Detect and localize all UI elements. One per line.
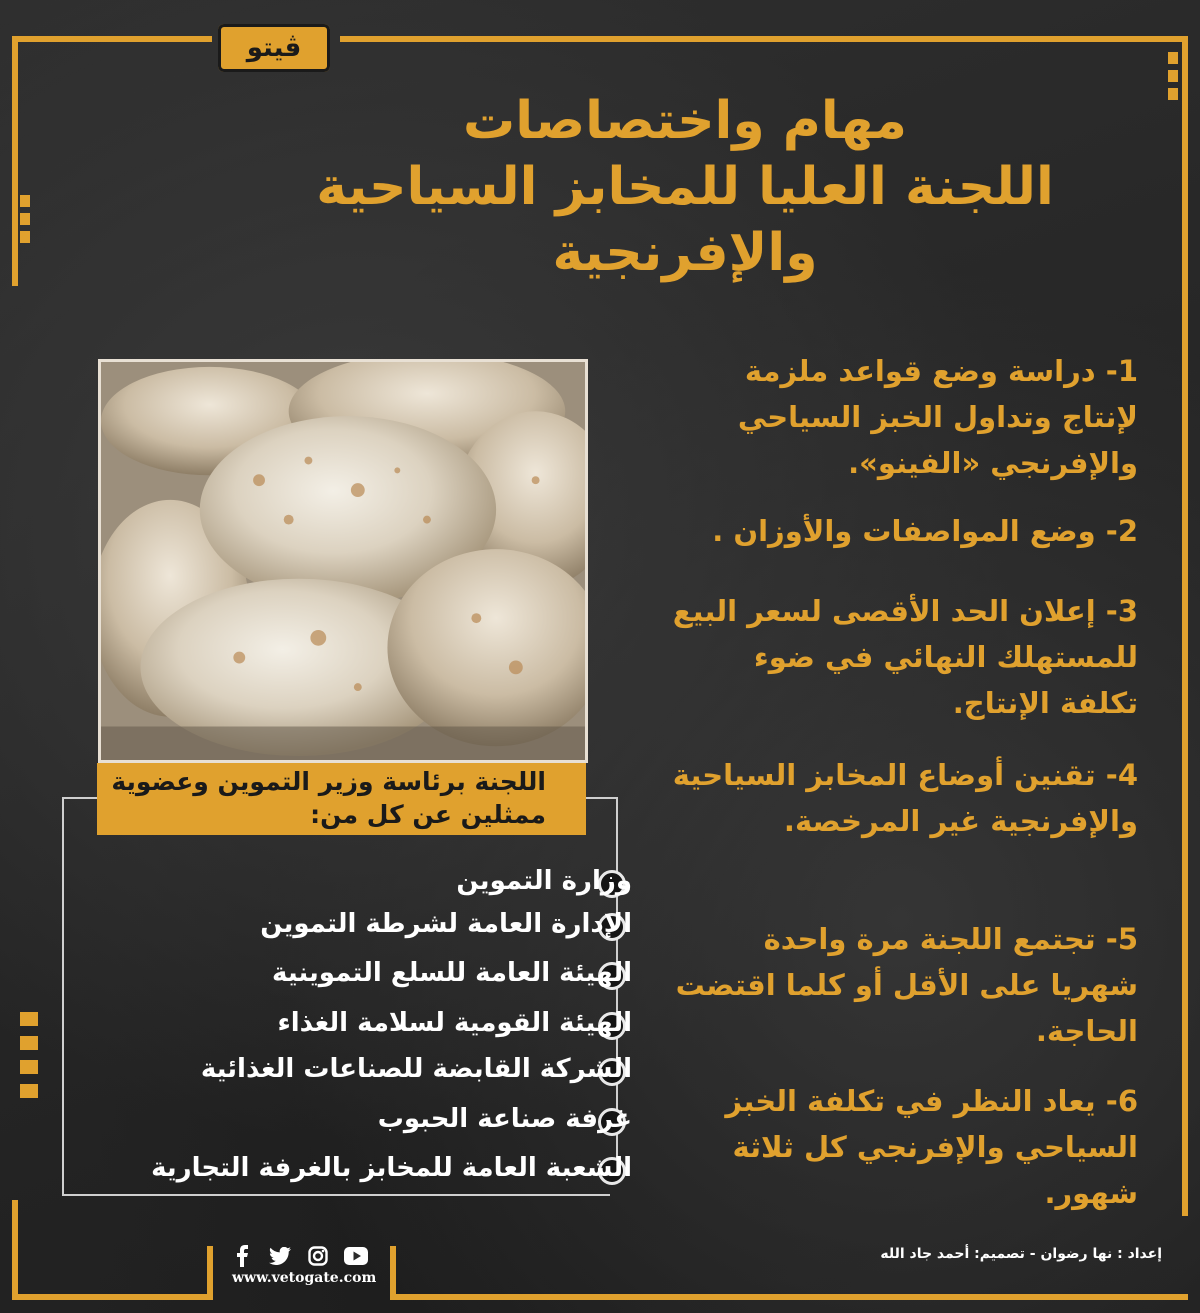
task-item-5: 5- تجتمع اللجنة مرة واحدة شهريا على الأقل أو كلما اقتضت الحاجة. [675,922,1138,1048]
member-item-2: الإدارة العامة لشرطة التموين [260,909,632,939]
task-item-1: 1- دراسة وضع قواعد ملزمة لإنتاج وتداول الخبز السياحي والإفرنجي «الفينو». [737,354,1138,480]
members-frame-top-left [62,797,97,799]
member-item-3: الهيئة العامة للسلع التموينية [272,958,632,988]
task-item-6: 6- يعاد النظر في تكلفة الخبز السياحي والإفرنجي كل ثلاثة شهور. [725,1084,1138,1210]
left-dash-3 [20,231,30,243]
title-line-2: اللجنة العليا للمخابز السياحية [316,157,1054,217]
designed-by: أحمد جاد الله [880,1246,970,1262]
members-frame-bottom [62,1194,610,1196]
title-line-3: والإفرنجية [552,223,818,283]
task-item-3: 3- إعلان الحد الأقصى لسعر البيع للمستهلك النهائي في ضوء تكلفة الإنتاج. [672,594,1138,720]
design-label: تصميم: [974,1246,1025,1262]
right-dash-1 [1168,52,1178,64]
member-item-7: الشعبة العامة للمخابز بالغرفة التجارية [151,1153,632,1183]
title-line-1: مهام واختصاصات [463,91,907,151]
frame-vertical-small-right [390,1246,396,1300]
frame-left-bar [12,36,18,286]
committee-intro: اللجنة برئاسة وزير التموين وعضوية ممثلين عن كل من: [111,767,546,829]
member-item-6: غرفة صناعة الحبوب [377,1104,632,1134]
prepared-label: إعداد : [1117,1246,1162,1262]
twitter-icon[interactable] [268,1244,292,1268]
task-item-4: 4- تقنين أوضاع المخابز السياحية والإفرنجية غير المرخصة. [672,758,1138,838]
left-dash-7 [20,1084,38,1098]
social-icons [230,1244,368,1268]
instagram-icon[interactable] [306,1244,330,1268]
brand-logo-text: ڤيتو [246,33,302,63]
prepared-by: نها رضوان - [1029,1246,1113,1262]
member-item-1: وزارة التموين [456,866,632,896]
left-dash-6 [20,1060,38,1074]
left-dash-1 [20,195,30,207]
page-title [300,88,1070,286]
youtube-icon[interactable] [344,1244,368,1268]
brand-logo [218,24,330,72]
members-frame-left [62,797,64,1195]
frame-bottom-bar [12,1294,207,1300]
facebook-icon[interactable] [230,1244,254,1268]
left-dash-2 [20,213,30,225]
member-item-4: الهيئة القومية لسلامة الغذاء [277,1008,632,1038]
member-item-5: الشركة القابضة للصناعات الغذائية [200,1054,632,1084]
frame-bottom-right-bar [396,1294,1188,1300]
bread-illustration [101,362,585,760]
right-dash-3 [1168,88,1178,100]
left-dash-5 [20,1036,38,1050]
frame-top-right-bar [340,36,1188,42]
committee-intro-box [97,763,586,835]
frame-bottom-left-bar [12,1200,18,1300]
members-frame-top-right [586,797,618,799]
right-dash-2 [1168,70,1178,82]
frame-right-bar [1182,36,1188,1216]
bread-photo [98,359,588,763]
website-url[interactable]: www.vetogate.com [232,1270,377,1286]
frame-vertical-small [207,1246,213,1300]
left-dash-4 [20,1012,38,1026]
task-item-2: 2- وضع المواصفات والأوزان . [712,514,1138,548]
credits [880,1246,1162,1262]
frame-top-left-bar [12,36,212,42]
